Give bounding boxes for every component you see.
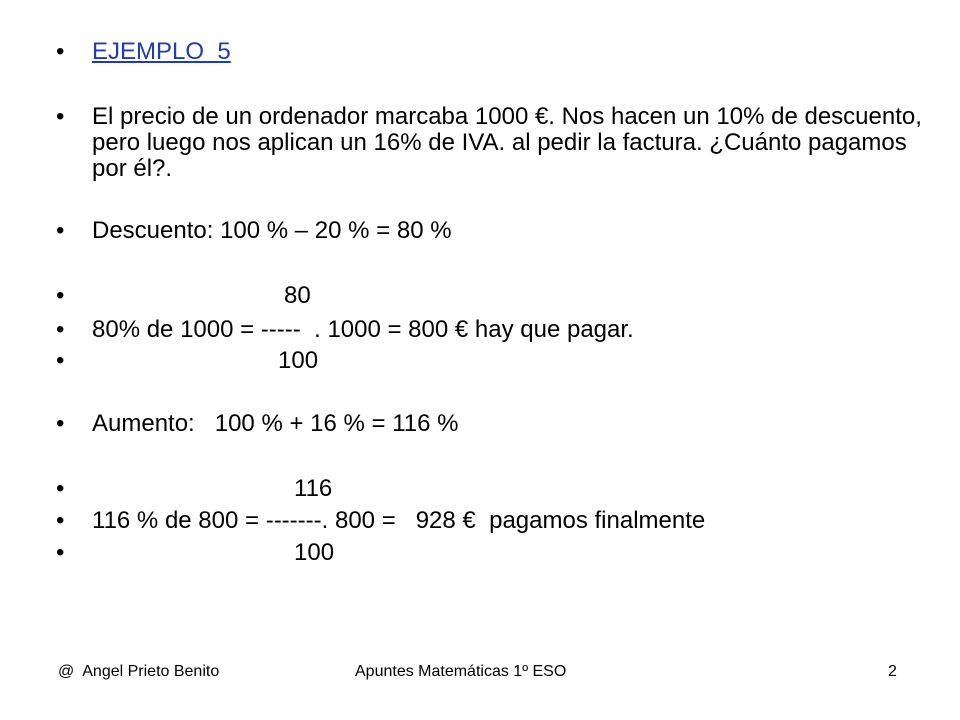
increase-line: Aumento: 100 % + 16 % = 116 %: [92, 410, 459, 437]
bullet: •: [56, 217, 65, 244]
bullet: •: [56, 539, 65, 566]
problem-statement: El precio de un ordenador marcaba 1000 €. Nos hacen un 10% de descuento, pero luego nos aplican un 16% de IVA. al pedir la factura. ¿Cuánto pagamos por él?.: [92, 103, 922, 182]
bullet: •: [56, 475, 65, 502]
bullet: •: [56, 103, 65, 130]
fraction-2-denominator: 100: [294, 539, 335, 566]
fraction-1-numerator: 80: [284, 282, 311, 309]
bullet: •: [56, 347, 65, 374]
bullet: •: [56, 282, 65, 309]
discount-line: Descuento: 100 % – 20 % = 80 %: [92, 217, 452, 244]
fraction-2-numerator: 116: [294, 475, 333, 502]
footer-course: Apuntes Matemáticas 1º ESO: [355, 663, 567, 680]
fraction-1-line: 80% de 1000 = ----- . 1000 = 800 € hay que pagar.: [92, 316, 634, 343]
footer-author: @ Angel Prieto Benito: [58, 663, 220, 680]
bullet: •: [56, 316, 65, 343]
slide-title-link[interactable]: EJEMPLO 5: [92, 38, 231, 65]
bullet: •: [56, 38, 65, 65]
bullet: •: [56, 507, 65, 534]
bullet: •: [56, 410, 65, 437]
footer-page-number: 2: [888, 663, 897, 680]
fraction-1-denominator: 100: [278, 347, 319, 374]
fraction-2-line: 116 % de 800 = -------. 800 = 928 € pagamos finalmente: [92, 507, 706, 534]
